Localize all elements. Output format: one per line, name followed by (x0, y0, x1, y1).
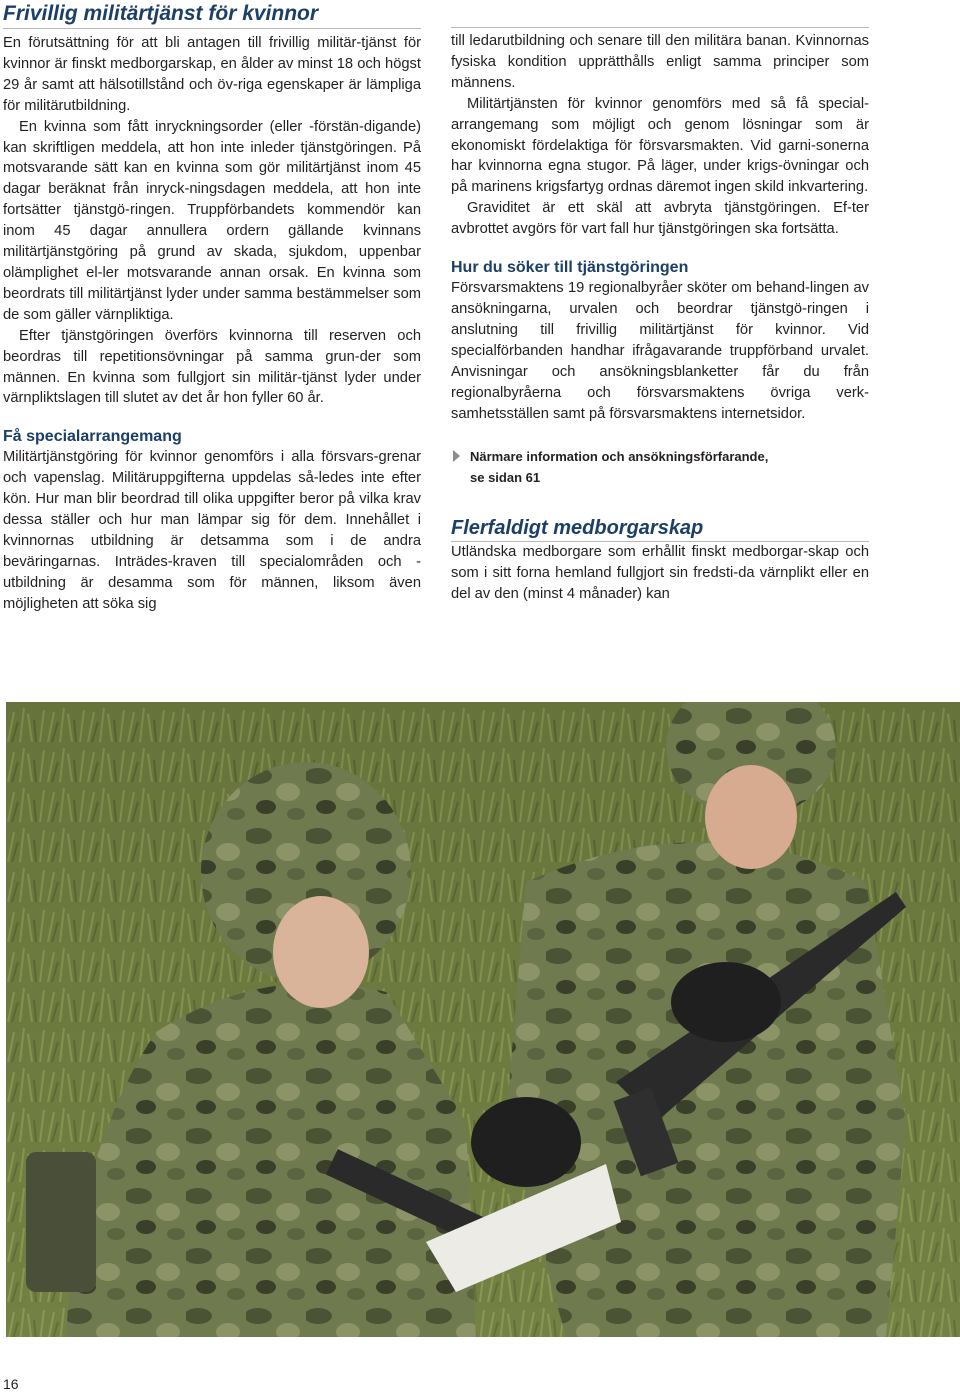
more-info-line-2: se sidan 61 (470, 470, 541, 486)
more-info-text (470, 446, 768, 488)
dual-citizenship-text-block (451, 542, 869, 605)
top-rule (451, 0, 869, 28)
right-body-text (451, 31, 869, 240)
paragraph-accommodation: Militärtjänsten för kvinnor genomförs med så få special-arrangemang som möjligt och genom lösningar som är ekonomiskt fördelaktiga för försvarsmakten. Vid garni-sonerna har kvinnorna egna stugor. På läger, under krigs-övningar och på marinens krigsfartyg ordnas däremot ingen skild inkvartering. (451, 95, 869, 196)
right-column (451, 0, 869, 605)
section-heading-how-to-apply: Hur du söker till tjänstgöringen (451, 259, 689, 277)
paragraph-pregnancy: Graviditet är ett skäl att avbryta tjänstgöringen. Ef-ter avbrottet avgörs för vart fall hur tjänstgöringen ska fortsätta. (451, 200, 869, 238)
article-title: Frivillig militärtjänst för kvinnor (3, 0, 421, 29)
left-body-text (3, 33, 421, 409)
more-info-reference[interactable] (451, 446, 869, 488)
page-number: 16 (3, 1376, 19, 1392)
chevron-right-icon (453, 450, 460, 462)
paragraph-leadership: till ledarutbildning och senare till den militära banan. Kvinnornas fysiska kondition upprätthålls enligt samma principer som männens. (451, 33, 869, 91)
soldiers-reading-map-photo (6, 702, 960, 1337)
more-info-line-1: Närmare information och ansökningsförfarande, (470, 449, 769, 465)
section-heading-special-arrangements: Få specialarrangemang (3, 428, 182, 446)
special-arrangements-text-block (3, 447, 421, 614)
section-heading-dual-citizenship: Flerfaldigt medborgarskap (451, 516, 869, 542)
paragraph-special-arrangements: Militärtjänstgöring för kvinnor genomförs i alla försvars-grenar och vapenslag. Militäruppgifterna uppdelas så-ledes inte efter kön. Hur man blir beordrad till olika uppgifter beror på vilka krav dessa ställer och hur man lämpar sig för dem. Innehållet i kvinnornas utbildning är detsamma som i de andra beväringarnas. Inträdes-kraven till specialområden och -utbildning är desamma som för männen, liksom även möjligheten att söka sig (3, 449, 421, 612)
paragraph-dual-citizenship: Utländska medborgare som erhållit finskt medborgar-skap och som i sitt forna hemland fullgjort sin fredsti-da värnplikt eller en del av den (minst 4 månader) kan (451, 544, 869, 603)
paragraph-reserve: Efter tjänstgöringen överförs kvinnorna till reserven och beordras till repetitionsövningar på samma grun-der som männen. En kvinna som fullgjort sin militär-tjänst lyder under värnpliktslagen till slutet av det år hon fyller 60 år. (3, 327, 421, 407)
paragraph-eligibility: En förutsättning för att bli antagen till frivillig militär-tjänst för kvinnor är finskt medborgarskap, en ålder av minst 18 och högst 29 år samt att hälsotillstånd och öv-riga egenskaper är lämpliga för militärutbildning. (3, 35, 421, 114)
how-to-apply-text-block (451, 278, 869, 424)
paragraph-notification: En kvinna som fått inryckningsorder (eller -förstän-digande) kan skriftligen meddela, att hon inte inleder tjänstgöringen. På motsvarande sätt kan en kvinna som gör militärtjänst inom 45 dagar beräknat från inryck-ningsdagen meddela, att hon inte fortsätter tjänstgö-ringen. Truppförbandets kommendör kan inom 45 dagar annullera ordern gällande kvinnans militärtjänstgöring på grund av skada, sjukdom, uppenbar olämplighet el-ler motsvarande annan orsak. En kvinna som beordrats till militärtjänst lyder under samma bestämmelser som de som gäller värnpliktiga. (3, 118, 421, 323)
paragraph-how-to-apply: Försvarsmaktens 19 regionalbyråer sköter om behand-lingen av ansökningarna, urvalen och beordrar tjänstgö-ringen i anslutning till frivillig militärtjänst för kvinnor. Vid specialförbanden handhar ifrågavarande truppförband urvalet. Anvisningar och ansökningsblanketter får du från regionalbyråerna och försvarsmaktens övriga verk-samhetsställen samt på försvarsmaktens internetsidor. (451, 280, 869, 422)
left-column (3, 0, 421, 615)
